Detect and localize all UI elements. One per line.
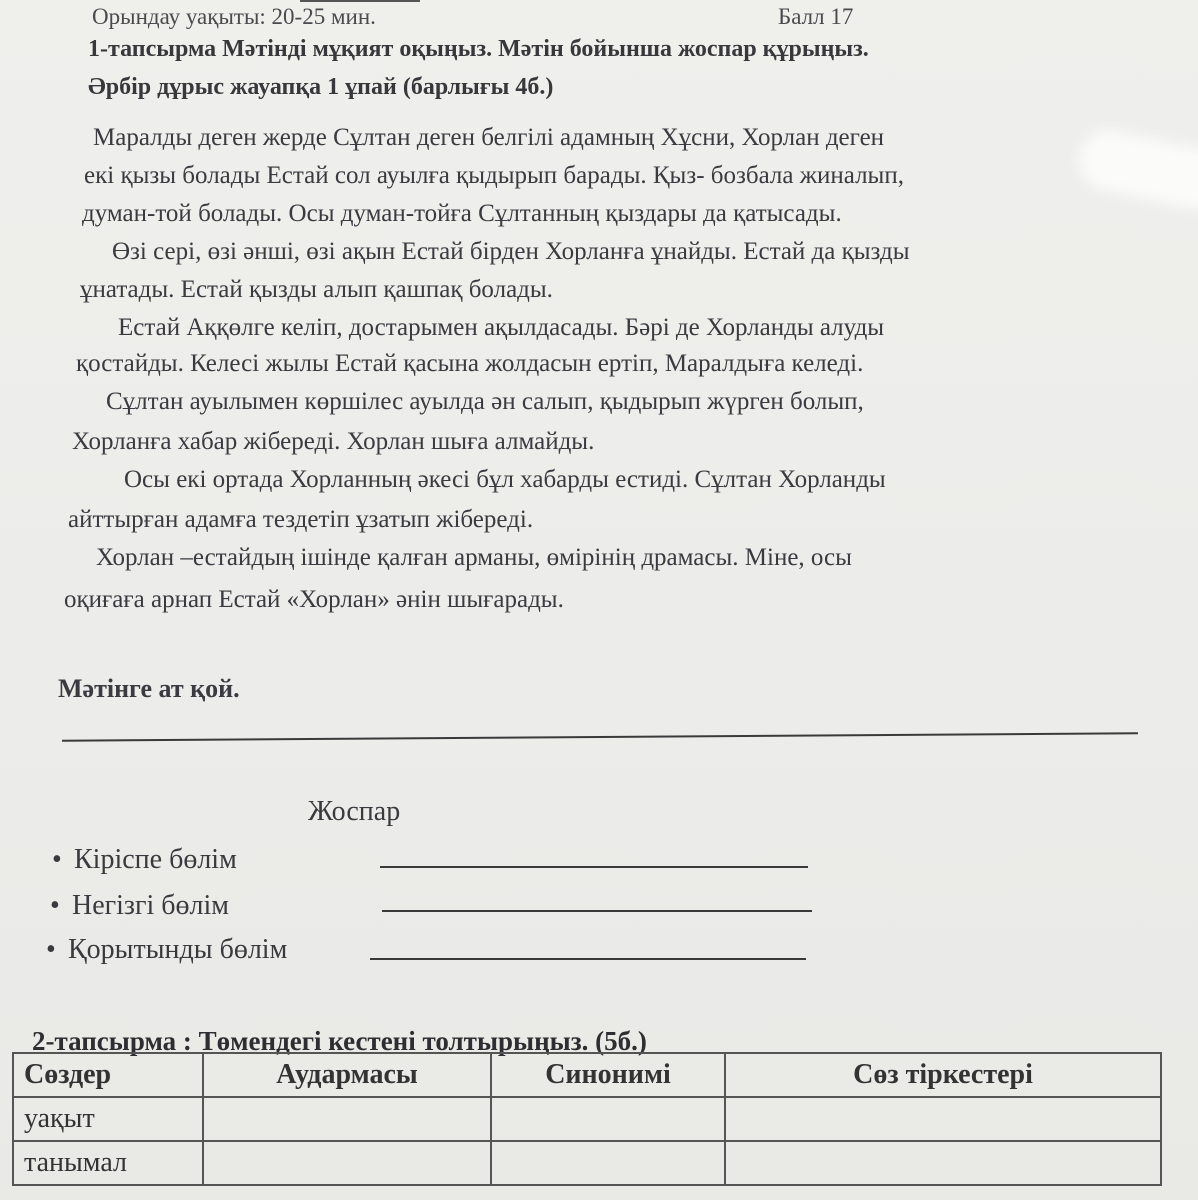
plan-item-label: Қорытынды бөлім <box>68 934 288 965</box>
plan-item-label: Негізгі бөлім <box>72 890 229 921</box>
title-prompt: Мәтінге ат қой. <box>58 674 240 703</box>
translation-cell[interactable] <box>203 1141 491 1185</box>
plan-item-conclusion <box>46 934 287 966</box>
word-cell: уақыт <box>13 1097 203 1141</box>
plan-item-label: Кіріспе бөлім <box>74 844 237 875</box>
synonym-cell[interactable] <box>491 1097 725 1141</box>
text-line: думан-той болады. Осы думан-тойға Сұлтанның қыздары да қатысады. <box>82 200 842 227</box>
plan-item-main <box>50 890 229 922</box>
plan-item-intro <box>52 844 237 876</box>
time-limit: Орындау уақыты: 20-25 мин. <box>92 4 376 29</box>
text-line: айттырған адамға тездетіп ұзатып жібереді. <box>68 506 534 533</box>
synonym-cell[interactable] <box>491 1141 725 1185</box>
text-line: екі қызы болады Естай сол ауылға қыдырып барады. Қыз- бозбала жиналып, <box>84 162 904 189</box>
column-header: Аудармасы <box>203 1053 491 1097</box>
task1-title: 1-тапсырма Мәтінді мұқият оқыңыз. Мәтін бойынша жоспар құрыңыз. <box>88 36 869 62</box>
text-line: Хорлан –естайдың ішінде қалған арманы, өмірінің драмасы. Міне, осы <box>96 544 852 571</box>
text-line: ұнатады. Естай қызды алып қашпақ болады. <box>80 276 553 303</box>
column-header: Сөздер <box>13 1053 203 1097</box>
task2-title: 2-тапсырма : Төмендегі кестені толтырыңыз. (5б.) <box>32 1026 647 1056</box>
title-answer-line[interactable] <box>62 732 1138 742</box>
phrases-cell[interactable] <box>725 1097 1161 1141</box>
words-table <box>12 1052 1162 1186</box>
intro-answer-line[interactable] <box>380 866 808 868</box>
plan-title: Жоспар <box>308 796 401 827</box>
text-line: қостайды. Келесі жылы Естай қасына жолдасын ертіп, Маралдыға келеді. <box>76 350 864 377</box>
table-row <box>13 1141 1161 1185</box>
score-label: Балл 17 <box>778 4 854 29</box>
text-line: Естай Аққөлге келіп, достарымен ақылдасады. Бәрі де Хорланды алуды <box>118 314 885 341</box>
conclusion-answer-line[interactable] <box>370 958 806 960</box>
top-rule <box>300 0 420 2</box>
bullet-icon: • <box>50 890 60 921</box>
column-header: Сөз тіркестері <box>725 1053 1161 1097</box>
task1-subtitle: Әрбір дұрыс жауапқа 1 ұпай (барлығы 4б.) <box>88 74 554 100</box>
bullet-icon: • <box>52 844 62 875</box>
text-line: Өзі сері, өзі әнші, өзі ақын Естай бірден Хорланға ұнайды. Естай да қызды <box>112 238 910 265</box>
table-header-row <box>13 1053 1161 1097</box>
main-answer-line[interactable] <box>382 910 812 912</box>
translation-cell[interactable] <box>203 1097 491 1141</box>
word-cell: танымал <box>13 1141 203 1185</box>
bullet-icon: • <box>46 934 56 965</box>
table-row <box>13 1097 1161 1141</box>
text-line: Осы екі ортада Хорланның әкесі бұл хабарды естиді. Сұлтан Хорланды <box>124 466 886 493</box>
light-glare <box>1073 125 1198 215</box>
column-header: Синонимі <box>491 1053 725 1097</box>
text-line: оқиғаға арнап Естай «Хорлан» әнін шығарады. <box>64 586 564 613</box>
text-line: Хорланға хабар жібереді. Хорлан шыға алмайды. <box>72 428 595 455</box>
text-line: Сұлтан ауылымен көршілес ауылда ән салып, қыдырып жүрген болып, <box>106 388 864 415</box>
text-line: Маралды деген жерде Сұлтан деген белгілі адамның Хұсни, Хорлан деген <box>93 124 885 151</box>
phrases-cell[interactable] <box>725 1141 1161 1185</box>
